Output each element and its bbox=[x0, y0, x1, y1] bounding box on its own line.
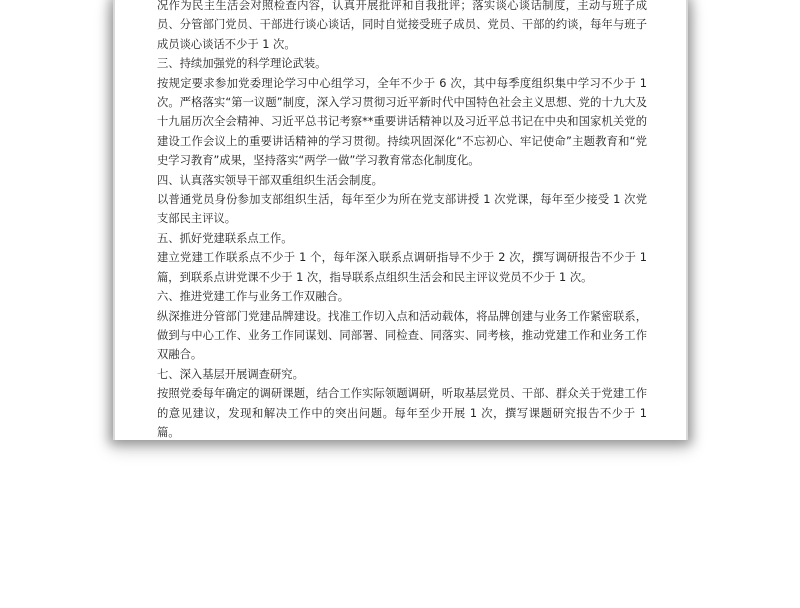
paragraph-contact-point: 建立党建工作联系点不少于 1 个，每年深入联系点调研指导不少于 2 次，撰写调研报告不少于 1 篇，到联系点讲党课不少于 1 次，指导联系点组织生活会和民主评议党员不少于 1 次。 bbox=[157, 251, 647, 284]
heading-dual-integration: 六、推进党建工作与业务工作双融合。 bbox=[157, 290, 350, 304]
paragraph-talk-system: 况作为民主生活会对照检查内容，认真开展批评和自我批评；落实谈心谈话制度，主动与班子成员、分管部门党员、干部进行谈心谈话，同时自觉接受班子成员、党员、干部的约谈，每年与班子成员谈心谈话不少于 1 次。 bbox=[157, 0, 647, 51]
heading-dual-organization-life: 四、认真落实领导干部双重组织生活会制度。 bbox=[157, 173, 383, 187]
paragraph-organization-life: 以普通党员身份参加支部组织生活，每年至少为所在党支部讲授 1 次党课，每年至少接受 1 次党支部民主评议。 bbox=[157, 193, 647, 226]
heading-contact-point: 五、抓好党建联系点工作。 bbox=[157, 231, 293, 245]
document-page bbox=[113, 0, 688, 440]
paragraph-dual-integration: 纵深推进分管部门党建品牌建设。找准工作切入点和活动载体，将品牌创建与业务工作紧密联系，做到与中心工作、业务工作同谋划、同部署、同检查、同落实、同考核，推动党建工作和业务工作双融合。 bbox=[157, 309, 647, 362]
paragraph-grassroots-research: 按照党委每年确定的调研课题，结合工作实际领题调研，听取基层党员、干部、群众关于党建工作的意见建议，发现和解决工作中的突出问题。每年至少开展 1 次，撰写课题研究报告不少于 1 篇。 bbox=[157, 387, 647, 439]
heading-grassroots-research: 七、深入基层开展调查研究。 bbox=[157, 367, 304, 381]
document-body bbox=[157, 0, 647, 442]
heading-theory-arming: 三、持续加强党的科学理论武装。 bbox=[157, 57, 327, 71]
paragraph-theory-study: 按规定要求参加党委理论学习中心组学习，全年不少于 6 次，其中每季度组织集中学习不少于 1 次。严格落实“第一议题”制度，深入学习贯彻习近平新时代中国特色社会主义思想、党的十九大及十九届历次全会精神、习近平总书记考察**重要讲话精神以及习近平总书记在中央和国家机关党的建设工作会议上的重要讲话精神的学习贯彻。持续巩固深化“不忘初心、牢记使命”主题教育和“党史学习教育”成果，坚持落实“两学一做”学习教育常态化制度化。 bbox=[157, 76, 647, 168]
